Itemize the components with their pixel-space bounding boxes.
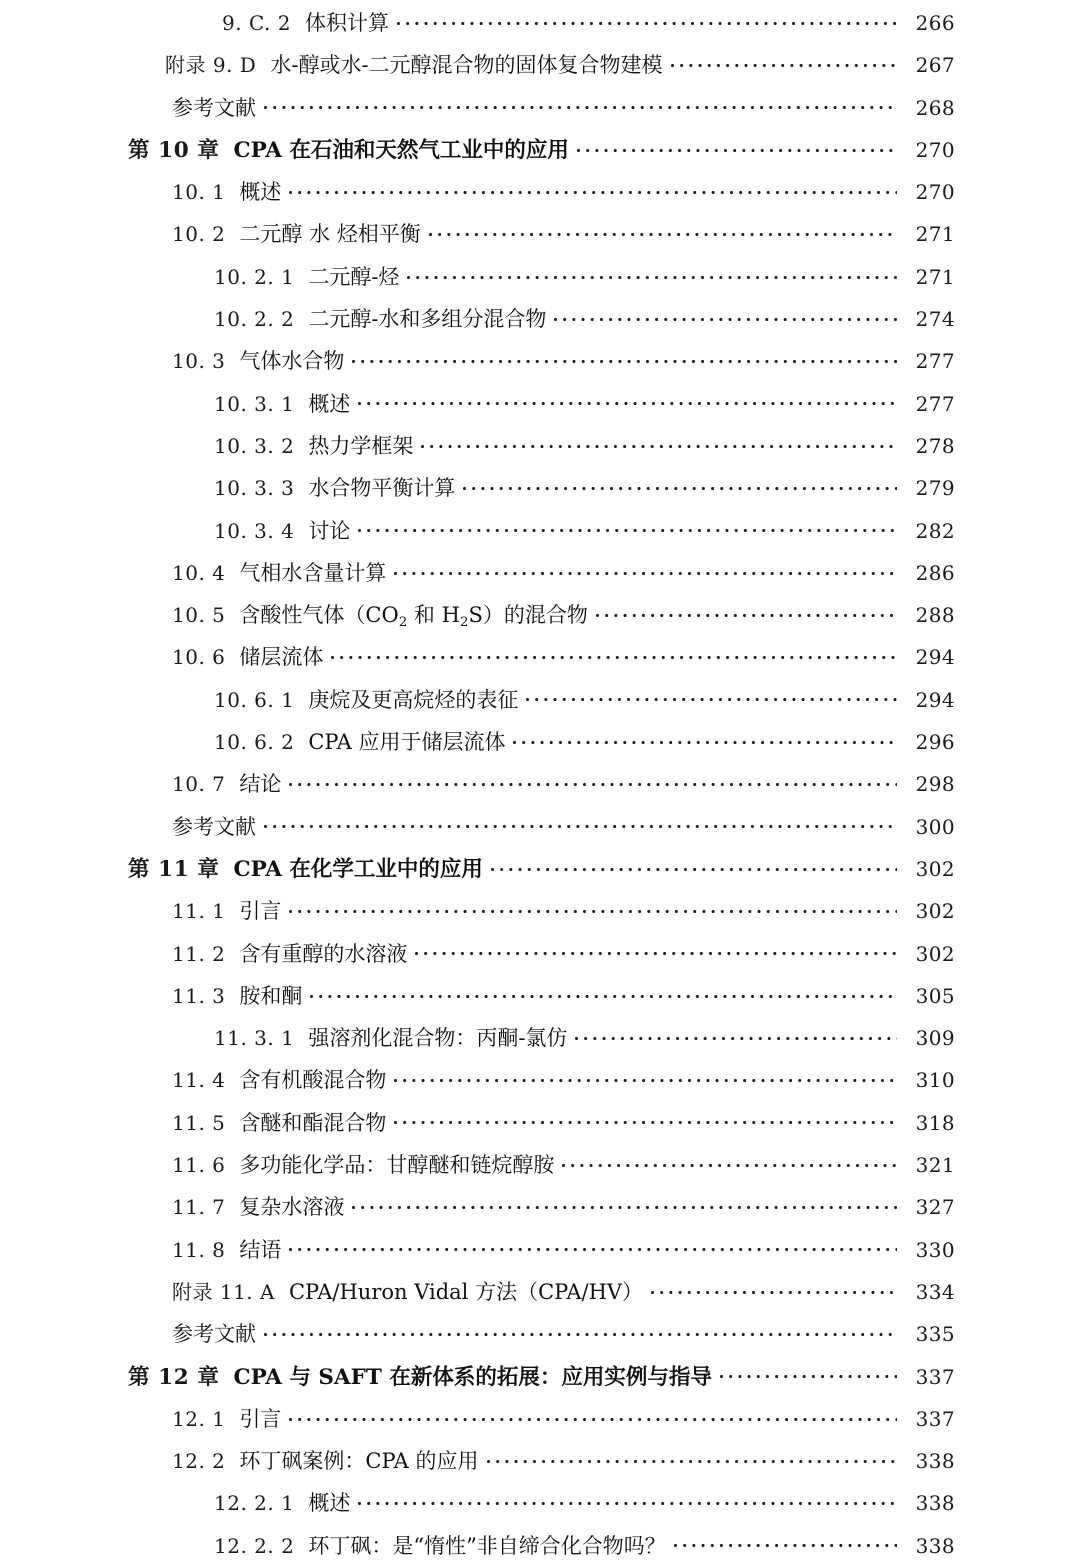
toc-entry-page-number: 274 (915, 307, 955, 332)
dot-leader (358, 395, 897, 411)
toc-entry-label: 概述 (239, 180, 282, 205)
toc-entry[interactable] (0, 1102, 1080, 1144)
dot-leader (415, 945, 897, 961)
toc-entry-label: 参考文献 (172, 1322, 256, 1347)
toc-entry-number: 第 11 章 (128, 856, 220, 882)
toc-entry-number: 12. 2 (172, 1449, 226, 1474)
dot-leader (352, 1198, 897, 1214)
toc-entry-number: 9. C. 2 (222, 11, 291, 35)
toc-entry[interactable] (0, 2, 1080, 44)
toc-entry[interactable] (0, 1186, 1080, 1228)
toc-entry-page-number: 330 (915, 1237, 955, 1262)
toc-entry-label: 二元醇-水和多组分混合物 (308, 307, 547, 332)
toc-entry-page-number: 305 (915, 983, 955, 1008)
toc-entry-label: CPA 在化学工业中的应用 (233, 856, 483, 882)
toc-entry-label: 二元醇-烃 (308, 264, 400, 289)
toc-entry[interactable] (0, 1482, 1080, 1524)
toc-entry-number: 第 12 章 (128, 1364, 220, 1390)
dot-leader (289, 1410, 897, 1426)
toc-entry-number: 11. 7 (172, 1195, 226, 1220)
toc-entry-number: 附录 11. A (172, 1279, 275, 1304)
toc-entry[interactable] (0, 213, 1080, 255)
toc-entry-label: 参考文献 (172, 814, 256, 839)
toc-entry-page-number: 271 (915, 264, 955, 289)
toc-entry-number: 10. 2. 1 (214, 264, 295, 289)
toc-entry[interactable] (0, 636, 1080, 678)
dot-leader (407, 268, 897, 284)
toc-entry-label: 参考文献 (172, 95, 256, 120)
dot-leader (358, 522, 897, 538)
toc-entry[interactable] (0, 1440, 1080, 1482)
toc-entry[interactable] (0, 1144, 1080, 1186)
toc-entry-number: 10. 3. 1 (214, 391, 295, 416)
toc-entry-label: 讨论 (308, 518, 351, 543)
toc-entry-page-number: 277 (915, 391, 955, 416)
toc-entry-label: 环丁砜：是“惰性”非自缔合化合物吗？ (308, 1533, 666, 1558)
dot-leader (720, 1368, 897, 1384)
toc-entry[interactable] (0, 721, 1080, 763)
toc-entry-label: CPA 与 SAFT 在新体系的拓展：应用实例与指导 (233, 1364, 712, 1390)
toc-entry-page-number: 279 (915, 476, 955, 501)
dot-leader (562, 1156, 897, 1172)
toc-entry-page-number: 282 (915, 518, 955, 543)
dot-leader (289, 183, 897, 199)
toc-entry-label: 水合物平衡计算 (308, 476, 456, 501)
toc-entry-number: 11. 3 (172, 983, 226, 1008)
toc-entry[interactable] (0, 467, 1080, 509)
dot-leader (526, 691, 897, 707)
toc-entry-number: 12. 2. 1 (214, 1491, 295, 1516)
toc-entry-label: 多功能化学品：甘醇醚和链烷醇胺 (239, 1153, 555, 1178)
dot-leader (429, 225, 897, 241)
toc-entry-label: 水-醇或水-二元醇混合物的固体复合物建模 (270, 53, 663, 78)
toc-entry-page-number: 270 (915, 137, 955, 162)
toc-entry-label: 含有机酸混合物 (239, 1068, 387, 1093)
toc-entry-page-number: 294 (915, 687, 955, 712)
toc-entry-page-number: 309 (915, 1026, 955, 1051)
dot-leader (352, 352, 897, 368)
toc-entry-page-number: 266 (915, 11, 955, 35)
toc-entry-number: 10. 7 (172, 772, 226, 797)
toc-entry-page-number: 278 (915, 433, 955, 458)
toc-entry[interactable] (0, 87, 1080, 129)
toc-entry[interactable] (0, 890, 1080, 932)
toc-entry-page-number: 294 (915, 645, 955, 670)
toc-entry[interactable] (0, 256, 1080, 298)
toc-entry-number: 12. 2. 2 (214, 1533, 295, 1558)
toc-entry[interactable] (0, 340, 1080, 382)
dot-leader (487, 1452, 897, 1468)
toc-entry[interactable] (0, 425, 1080, 467)
toc-entry[interactable] (0, 510, 1080, 552)
toc-entry-page-number: 302 (915, 856, 955, 881)
dot-leader (491, 860, 897, 876)
toc-entry[interactable] (0, 806, 1080, 848)
toc-entry-number: 附录 9. D (165, 53, 257, 78)
toc-entry-number: 10. 3 (172, 349, 226, 374)
toc-entry-label: 含有重醇的水溶液 (239, 941, 408, 966)
toc-entry-label: 二元醇 水 烃相平衡 (239, 222, 421, 247)
dot-leader (289, 775, 897, 791)
toc-entry-label: 强溶剂化混合物：丙酮-氯仿 (308, 1026, 568, 1051)
toc-entry-label: 复杂水溶液 (239, 1195, 345, 1220)
toc-entry[interactable] (0, 1229, 1080, 1271)
toc-entry-number: 10. 2. 2 (214, 307, 295, 332)
toc-entry-label: 含酸性气体（$CO_2$ 和 $H_2S$）的混合物 (239, 603, 588, 630)
dot-leader (394, 1114, 897, 1130)
toc-entry-label: 含醚和酯混合物 (239, 1110, 387, 1135)
toc-entry-label: 结论 (239, 772, 282, 797)
dot-leader (264, 818, 897, 834)
toc-entry[interactable] (0, 679, 1080, 721)
toc-entry-label: 体积计算 (304, 11, 389, 35)
dot-leader (331, 648, 897, 664)
toc-entry-label: 热力学框架 (308, 433, 414, 458)
toc-entry-number: 10. 3. 3 (214, 476, 295, 501)
toc-entry[interactable] (0, 1356, 1080, 1398)
toc-entry-number: 10. 4 (172, 560, 226, 585)
toc-entry-page-number: 327 (915, 1195, 955, 1220)
toc-entry[interactable] (0, 594, 1080, 636)
toc-entry-label: 气相水含量计算 (239, 560, 387, 585)
toc-entry[interactable] (0, 383, 1080, 425)
toc-entry[interactable] (0, 763, 1080, 805)
toc-entry[interactable] (0, 1059, 1080, 1101)
toc-entry-list (0, 2, 1080, 1567)
toc-entry-number: 10. 6. 2 (214, 730, 295, 755)
toc-entry-label: 引言 (239, 1406, 282, 1431)
toc-entry-label: CPA 应用于储层流体 (308, 730, 506, 755)
toc-entry-number: 11. 3. 1 (214, 1026, 295, 1051)
toc-entry-number: 11. 2 (172, 941, 226, 966)
dot-leader (577, 141, 897, 157)
toc-entry-label: CPA/Huron Vidal 方法（CPA/HV） (288, 1279, 644, 1304)
toc-entry-number: 11. 8 (172, 1237, 226, 1262)
toc-entry[interactable] (0, 298, 1080, 340)
toc-entry-page-number: 298 (915, 772, 955, 797)
toc-entry[interactable] (0, 552, 1080, 594)
toc-entry[interactable] (0, 44, 1080, 86)
toc-entry-page-number: 267 (915, 53, 955, 78)
toc-entry-page-number: 270 (915, 180, 955, 205)
dot-leader (513, 733, 897, 749)
toc-entry-page-number: 310 (915, 1068, 955, 1093)
toc-entry[interactable] (0, 1017, 1080, 1059)
dot-leader (264, 1325, 897, 1341)
toc-entry-number: 11. 6 (172, 1153, 226, 1178)
toc-entry[interactable] (0, 1313, 1080, 1355)
toc-entry-page-number: 271 (915, 222, 955, 247)
toc-entry[interactable] (0, 975, 1080, 1017)
dot-leader (575, 1029, 897, 1045)
dot-leader (394, 1071, 897, 1087)
toc-entry-page-number: 335 (915, 1322, 955, 1347)
toc-entry-page-number: 296 (915, 730, 955, 755)
dot-leader (554, 310, 897, 326)
toc-entry-number: 10. 6 (172, 645, 226, 670)
toc-entry-number: 第 10 章 (128, 137, 220, 163)
toc-entry-page-number: 334 (915, 1279, 955, 1304)
toc-entry-number: 10. 5 (172, 603, 226, 628)
dot-leader (289, 1241, 897, 1257)
toc-entry-label: 气体水合物 (239, 349, 345, 374)
toc-entry-page-number: 338 (915, 1491, 955, 1516)
toc-entry-label: 胺和酮 (239, 983, 303, 1008)
toc-entry-page-number: 277 (915, 349, 955, 374)
dot-leader (671, 56, 897, 72)
toc-entry-label: 环丁砜案例：CPA 的应用 (239, 1449, 479, 1474)
toc-entry-label: 概述 (308, 1491, 351, 1516)
dot-leader (310, 987, 897, 1003)
toc-entry-number: 10. 2 (172, 222, 226, 247)
dot-leader (463, 479, 897, 495)
toc-entry-number: 10. 3. 2 (214, 433, 295, 458)
dot-leader (289, 902, 897, 918)
toc-entry-number: 10. 1 (172, 180, 226, 205)
toc-entry[interactable] (0, 1398, 1080, 1440)
toc-entry-page-number: 288 (915, 603, 955, 628)
toc-entry-number: 11. 4 (172, 1068, 226, 1093)
toc-entry-label: 结语 (239, 1237, 282, 1262)
toc-entry-number: 10. 3. 4 (214, 518, 295, 543)
toc-entry-number: 12. 1 (172, 1406, 226, 1431)
toc-entry-page-number: 337 (915, 1364, 955, 1389)
toc-entry-number: 10. 6. 1 (214, 687, 295, 712)
toc-entry[interactable] (0, 129, 1080, 171)
toc-entry-number: 11. 1 (172, 899, 226, 924)
toc-entry-page-number: 300 (915, 814, 955, 839)
toc-entry-page-number: 318 (915, 1110, 955, 1135)
toc-entry-page-number: 302 (915, 899, 955, 924)
toc-entry-label: CPA 在石油和天然气工业中的应用 (233, 137, 569, 163)
dot-leader (394, 564, 897, 580)
toc-entry-label: 概述 (308, 391, 351, 416)
toc-entry[interactable] (0, 1271, 1080, 1313)
toc-entry-page-number: 286 (915, 560, 955, 585)
toc-entry-number: 11. 5 (172, 1110, 226, 1135)
dot-leader (421, 437, 897, 453)
dot-leader (651, 1283, 897, 1299)
toc-entry-label: 储层流体 (239, 645, 324, 670)
toc-entry[interactable] (0, 848, 1080, 890)
toc-entry-page-number: 268 (915, 95, 955, 120)
toc-entry-label: 庚烷及更高烷烃的表征 (308, 687, 519, 712)
toc-entry-page-number: 302 (915, 941, 955, 966)
toc-entry-page-number: 338 (915, 1533, 955, 1558)
dot-leader (264, 99, 897, 115)
toc-entry[interactable] (0, 933, 1080, 975)
toc-entry[interactable] (0, 171, 1080, 213)
toc-entry-page-number: 338 (915, 1449, 955, 1474)
toc-entry-page-number: 321 (915, 1153, 955, 1178)
toc-entry[interactable] (0, 1525, 1080, 1567)
dot-leader (674, 1537, 897, 1553)
dot-leader (596, 606, 897, 622)
dot-leader (397, 14, 897, 30)
toc-entry-page-number: 337 (915, 1406, 955, 1431)
dot-leader (358, 1494, 897, 1510)
toc-entry-label: 引言 (239, 899, 282, 924)
